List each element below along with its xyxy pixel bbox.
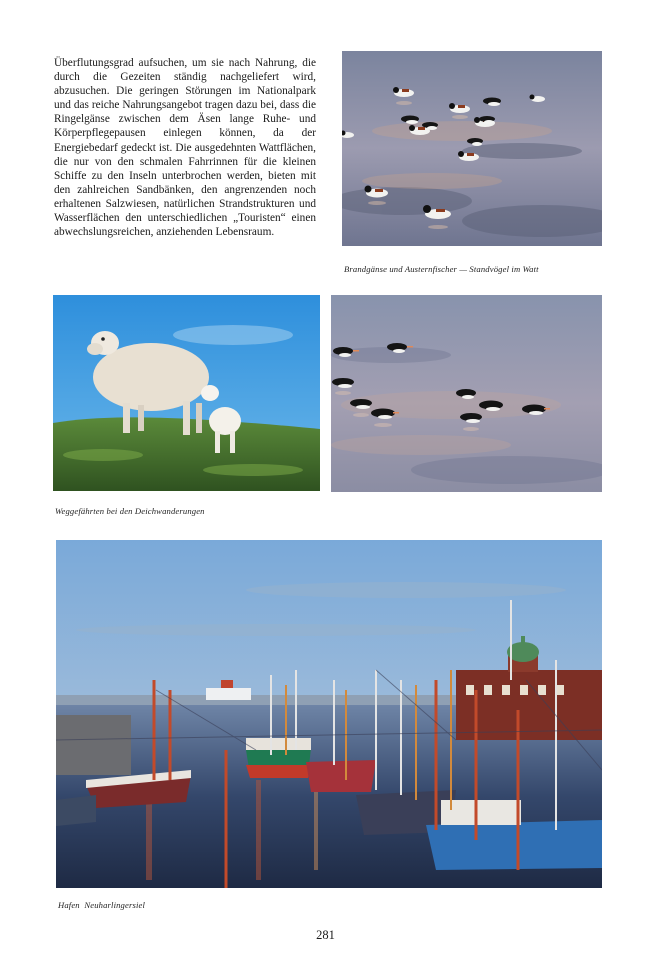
body-text: [54, 56, 316, 239]
page-number: 281: [316, 928, 335, 942]
photo-shelducks-mudflat: [342, 51, 602, 246]
photo-sheep-lamb: [53, 295, 320, 491]
body-paragraph: Überflutungsgrad aufsuchen, um sie nach Nahrung, die durch die Gezeiten ständig nachgeliefert wird, abzusuchen. Die geringen Störungen im Nationalpark und das reiche Nahrungsangebot tragen dazu bei, dass die Ringelgänse zwischen dem Äsen lange Ruhe- und Körperpflegepausen einlegen können, da der Energiebedarf gedeckt ist. Die ausgedehnten Wattflächen, die nur von den schmalen Fahrrinnen für die kleinen Schiffe zu den Inseln unterbrochen werden, bieten mit den zahlreichen Sandbänken, den angrenzenden noch erhaltenen Salzwiesen, natürlichen Strandstrukturen und Wasserflächen den unterschiedlichen „Touristen“ einen abwechslungsreichen, anziehenden Lebensraum.: [54, 57, 316, 239]
photo-oystercatchers-mudflat: [331, 295, 602, 492]
photo-harbor: [56, 540, 602, 888]
caption-harbor: Hafen Neuharlingersiel: [58, 900, 145, 910]
caption-sheep: Weggefährten bei den Deichwanderungen: [55, 506, 205, 516]
caption-birds: Brandgänse und Austernfischer — Standvögel im Watt: [344, 264, 539, 274]
